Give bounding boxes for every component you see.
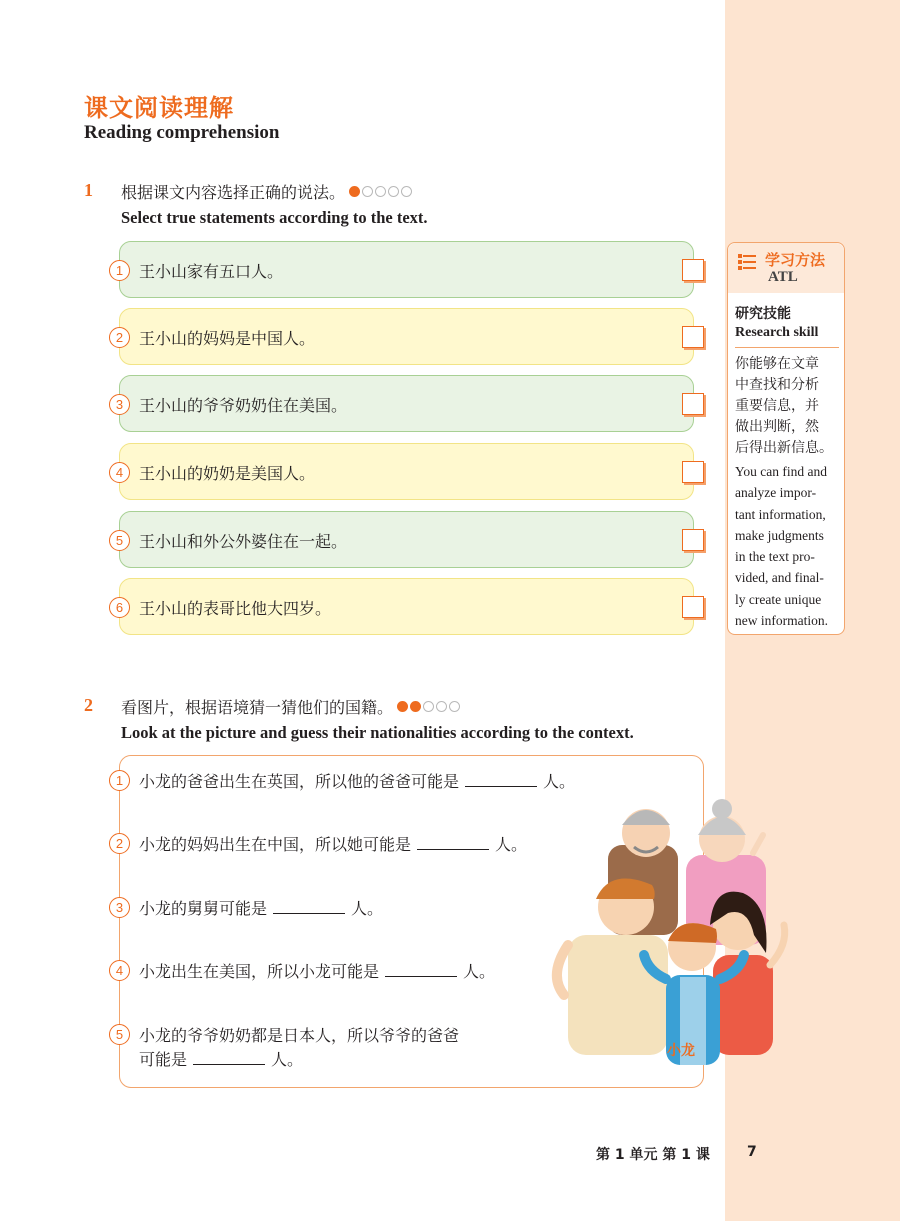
statement-checkbox[interactable]: [682, 529, 704, 551]
statement-number-badge: 6: [109, 597, 130, 618]
atl-divider: [735, 347, 839, 348]
statement-text: 王小山家有五口人。: [139, 262, 284, 281]
atl-body-line: new information.: [735, 613, 828, 629]
illustration-caption: 小龙: [667, 1043, 695, 1059]
exercise-2-instruction-en: Look at the picture and guess their nationalities according to the context.: [121, 723, 634, 742]
question-text-after: 人。: [495, 835, 528, 854]
statement-number-badge: 3: [109, 394, 130, 415]
statement-number-badge: 5: [109, 530, 130, 551]
question-text-after: 人。: [351, 899, 384, 918]
atl-skill-en: Research skill: [735, 325, 819, 340]
question-text-after: 人。: [271, 1050, 304, 1069]
difficulty-dot-empty: [436, 701, 447, 712]
atl-body-line: analyze impor-: [735, 485, 817, 501]
atl-body-line: tant information,: [735, 506, 826, 522]
atl-body-line: You can find and: [735, 464, 827, 479]
atl-title-cn: 学习方法: [765, 251, 826, 269]
atl-body-line: 中查找和分析: [735, 377, 819, 393]
statement-item: [115, 578, 694, 635]
difficulty-dot-empty: [375, 186, 386, 197]
statement-checkbox[interactable]: [682, 596, 704, 618]
book-lines-icon: [738, 254, 756, 270]
statement-text: 王小山的妈妈是中国人。: [139, 329, 316, 348]
question-number-badge: 4: [109, 960, 130, 981]
family-illustration: [548, 795, 798, 1065]
difficulty-dot-filled: [349, 186, 360, 197]
difficulty-indicator: [349, 186, 412, 197]
answer-blank[interactable]: [273, 898, 345, 914]
statement-item: [115, 511, 694, 568]
question-text-before: 小龙的舅舅可能是: [139, 899, 268, 918]
statement-number-badge: 2: [109, 327, 130, 348]
question-number-badge: 2: [109, 833, 130, 854]
question-text-before: 小龙出生在美国，所以小龙可能是: [139, 962, 380, 981]
answer-blank[interactable]: [385, 961, 457, 977]
atl-body-line: 做出判断，然: [735, 419, 819, 435]
question-text-after: 人。: [543, 772, 576, 791]
difficulty-dot-filled: [397, 701, 408, 712]
exercise-2-instruction-cn: [121, 695, 460, 718]
difficulty-dot-empty: [423, 701, 434, 712]
question-text-before: 小龙的爸爸出生在英国，所以他的爸爸可能是: [139, 772, 460, 791]
statement-number-badge: 4: [109, 462, 130, 483]
difficulty-dot-empty: [388, 186, 399, 197]
atl-body-cn: [735, 354, 841, 459]
question-text: [139, 833, 527, 857]
difficulty-dot-empty: [449, 701, 460, 712]
statement-text: 王小山的奶奶是美国人。: [139, 464, 316, 483]
question-number-badge: 5: [109, 1024, 130, 1045]
question-text-before: 小龙的妈妈出生在中国，所以她可能是: [139, 835, 412, 854]
page-number: 7: [747, 1144, 757, 1160]
question-text: [139, 960, 495, 984]
atl-body-line: make judgments: [735, 527, 824, 543]
page-title-cn: 课文阅读理解: [84, 93, 234, 122]
question-text: [139, 1024, 459, 1072]
statement-checkbox[interactable]: [682, 259, 704, 281]
question-text: [139, 897, 383, 921]
difficulty-dot-filled: [410, 701, 421, 712]
difficulty-dot-empty: [362, 186, 373, 197]
statement-text: 王小山和外公外婆住在一起。: [139, 532, 348, 551]
difficulty-dot-empty: [401, 186, 412, 197]
exercise-1-instruction-cn-text: 根据课文内容选择正确的说法。: [121, 183, 346, 202]
exercise-1-instruction-cn: [121, 180, 412, 203]
atl-skill-cn: 研究技能: [735, 306, 791, 322]
exercise-1-number: 1: [84, 180, 93, 200]
statement-checkbox[interactable]: [682, 393, 704, 415]
statement-item: [115, 375, 694, 432]
question-text: [139, 770, 575, 794]
atl-header: [728, 243, 844, 293]
page-title-en: Reading comprehension: [84, 122, 280, 143]
question-number-badge: 3: [109, 897, 130, 918]
question-text-after: 人。: [463, 962, 496, 981]
atl-body-line: in the text pro-: [735, 549, 815, 565]
difficulty-indicator: [397, 701, 460, 712]
statement-checkbox[interactable]: [682, 326, 704, 348]
statement-item: [115, 443, 694, 500]
atl-body-line: ly create unique: [735, 591, 822, 607]
question-text-before: 可能是: [139, 1050, 188, 1069]
statement-text: 王小山的爷爷奶奶住在美国。: [139, 396, 348, 415]
question-number-badge: 1: [109, 770, 130, 791]
statement-checkbox[interactable]: [682, 461, 704, 483]
exercise-2-instruction-cn-text: 看图片，根据语境猜一猜他们的国籍。: [121, 698, 394, 717]
atl-body-line: vided, and final-: [735, 570, 824, 586]
statement-number-badge: 1: [109, 260, 130, 281]
atl-title-en: ATL: [768, 269, 798, 285]
atl-body-line: 你能够在文章: [735, 356, 819, 372]
atl-body-line: 重要信息，并: [735, 398, 819, 414]
statement-item: [115, 241, 694, 298]
exercise-2-number: 2: [84, 695, 93, 715]
statement-text: 王小山的表哥比他大四岁。: [139, 599, 332, 618]
atl-body-en: [735, 461, 843, 631]
atl-sidebar-box: [727, 242, 845, 635]
answer-blank[interactable]: [193, 1049, 265, 1065]
exercise-1-instruction-en: Select true statements according to the text.: [121, 208, 428, 227]
answer-blank[interactable]: [417, 834, 489, 850]
answer-blank[interactable]: [465, 771, 537, 787]
atl-body-line: 后得出新信息。: [735, 440, 833, 456]
question-text-line1: 小龙的爷爷奶奶都是日本人，所以爷爷的爸爸: [139, 1026, 460, 1045]
footer-unit-label: 第 1 单元 第 1 课: [596, 1147, 710, 1163]
statement-item: [115, 308, 694, 365]
